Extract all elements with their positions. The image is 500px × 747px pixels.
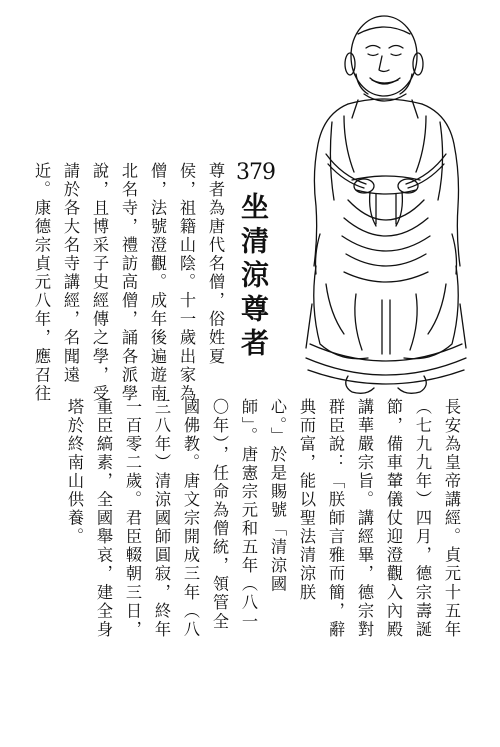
entry-title: 坐清涼尊者 (237, 192, 270, 362)
text-column: 近。康德宗貞元八年，應召往 (32, 162, 51, 404)
text-column: 說，且博采子史經傳之學，受 (90, 162, 109, 404)
text-column: 〇年），任命為僧統，領管全 (210, 398, 229, 632)
text-column: 師」。唐憲宗元和五年（八一 (239, 398, 258, 632)
seated-arhat-illustration (286, 4, 486, 402)
entry-number: 379 (236, 160, 275, 185)
text-column: 三八年）清涼國師圓寂，終年 (152, 398, 171, 640)
text-column: （七九九年）四月，德宗壽誕 (413, 398, 432, 640)
text-column: 節，備車輦儀仗迎澄觀入內殿 (384, 398, 403, 640)
text-column: 群臣說：「朕師言雅而簡，辭 (326, 398, 345, 640)
text-column: 北名寺，禮訪高僧，誦各派學 (119, 162, 138, 404)
text-column: 請於各大名寺講經，名聞遠 (61, 162, 80, 385)
text-column: 僧，法號澄觀。成年後遍遊南 (148, 162, 167, 404)
text-column: 塔於終南山供養。 (65, 398, 84, 547)
text-column: 心。」於是賜號「清涼國 (268, 398, 287, 594)
text-column: 長安為皇帝講經。貞元十五年 (442, 398, 461, 640)
text-column: 重臣縞素，全國舉哀，建全身 (94, 398, 113, 640)
text-column: 典而富，能以聖法清涼朕 (297, 398, 316, 603)
text-column: 侯，祖籍山陰。十一歲出家為 (177, 162, 196, 404)
text-column: 尊者為唐代名僧，俗姓夏 (206, 162, 225, 367)
text-column: 一百零二歲。君臣輟朝三日， (123, 398, 142, 640)
text-column: 國佛教。唐文宗開成三年（八 (181, 398, 200, 640)
text-column: 講華嚴宗旨。講經畢，德宗對 (355, 398, 374, 640)
